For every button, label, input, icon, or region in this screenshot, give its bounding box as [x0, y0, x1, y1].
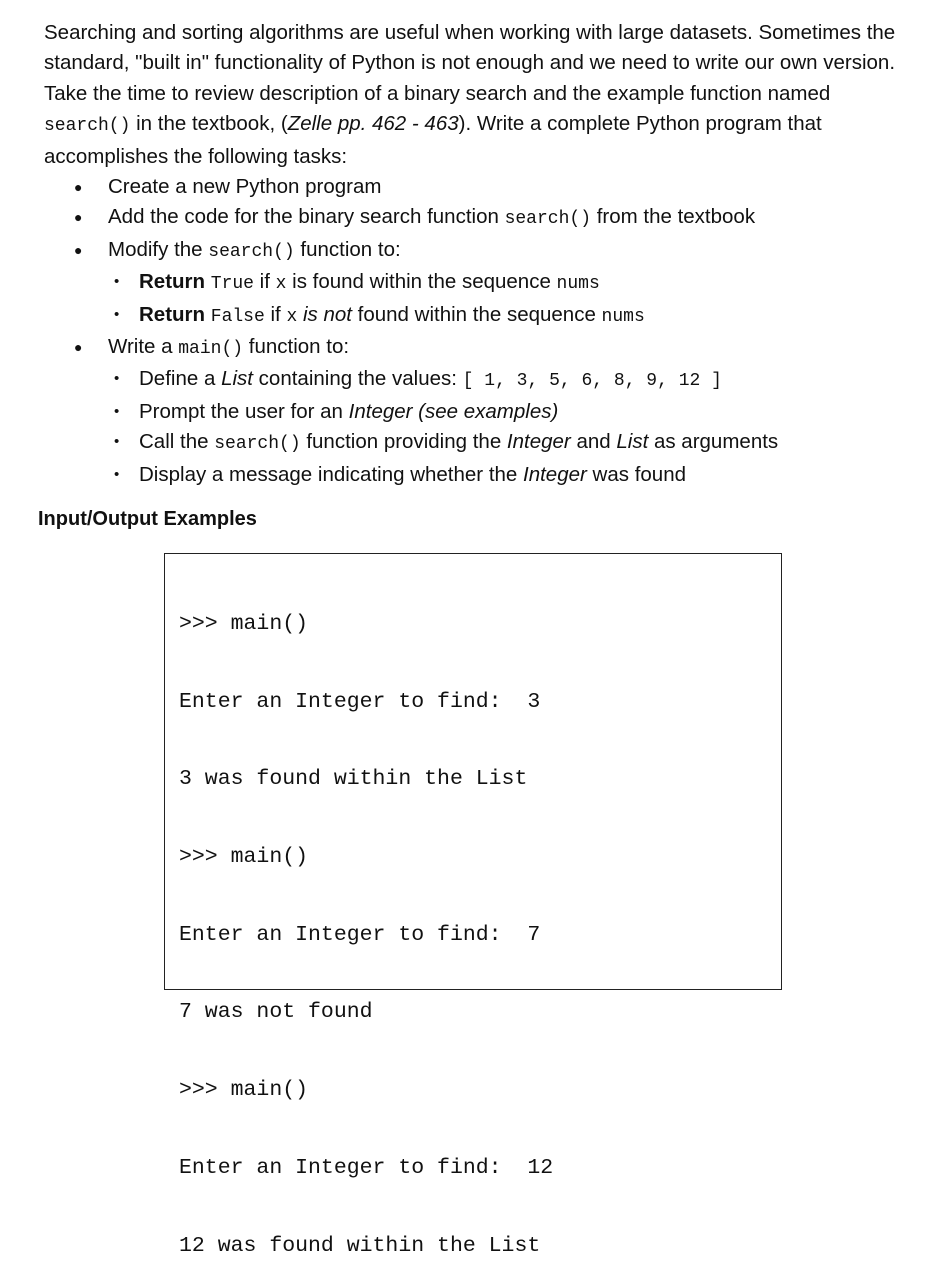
- intro-text: Searching and sorting algorithms are useful when working with large datasets. Sometimes the standard, "built in" functionality of Python is not enough and we need to write our own version. Take the time to review description of a binary search and the example function named: [44, 21, 896, 105]
- code-x: x: [286, 306, 298, 327]
- task-text: Add the code for the binary search function: [108, 205, 505, 229]
- console-line: Enter an Integer to find: 7: [179, 922, 541, 947]
- code-search: search(): [208, 241, 295, 262]
- code-true: True: [210, 274, 254, 295]
- io-examples-box: [164, 553, 782, 1258]
- code-search: search(): [214, 434, 301, 455]
- code-nums: nums: [601, 306, 645, 327]
- code-false: False: [210, 306, 265, 327]
- code-search: search(): [44, 116, 131, 137]
- console-line: 3 was found within the List: [179, 767, 528, 792]
- subtask-text: Display a message indicating whether the: [139, 462, 524, 486]
- task-item: [44, 332, 904, 490]
- subtask-list: [108, 267, 904, 332]
- subtask-text: Prompt the user for an: [139, 399, 349, 423]
- console-line: 12 was found within the List: [179, 1233, 541, 1258]
- console-line: >>> main(): [179, 844, 309, 869]
- return-label: Return: [139, 270, 206, 294]
- task-text: function to:: [294, 237, 401, 261]
- subtask-text: Call the: [139, 430, 215, 454]
- subtask-item: [108, 364, 904, 396]
- task-text: function to:: [243, 335, 350, 359]
- code-search: search(): [504, 209, 591, 230]
- task-text: from the textbook: [591, 205, 756, 229]
- subtask-text: Define a: [139, 367, 222, 391]
- task-text: Create a new Python program: [108, 175, 382, 199]
- subtask-text: is found within the sequence: [286, 270, 557, 294]
- subtask-text: found within the sequence: [351, 302, 602, 326]
- subtask-emphasis: Integer: [523, 462, 587, 486]
- subtask-text: as arguments: [648, 430, 779, 454]
- examples-heading: Input/Output Examples: [38, 508, 257, 530]
- task-text: Modify the: [108, 237, 209, 261]
- textbook-citation: Zelle pp. 462 - 463: [287, 112, 459, 136]
- subtask-list: [108, 364, 904, 490]
- subtask-text: function providing the: [300, 430, 507, 454]
- assignment-description: [44, 18, 904, 490]
- intro-text: in the textbook, (: [130, 112, 288, 136]
- subtask-emphasis: List: [221, 367, 253, 391]
- subtask-item: [108, 427, 904, 459]
- subtask-text: and: [570, 430, 617, 454]
- console-line: 7 was not found: [179, 1000, 373, 1025]
- task-list: [44, 172, 904, 490]
- intro-text: ). Write a complete Python program that accomplishes the following tasks:: [44, 112, 822, 168]
- subtask-text: if: [264, 302, 287, 326]
- code-nums: nums: [556, 274, 600, 295]
- code-main: main(): [178, 339, 244, 360]
- console-line: Enter an Integer to find: 3: [179, 689, 541, 714]
- subtask-text: if: [253, 270, 276, 294]
- code-list-values: [ 1, 3, 5, 6, 8, 9, 12 ]: [462, 371, 722, 392]
- task-item: [44, 202, 904, 234]
- console-line: Enter an Integer to find: 12: [179, 1155, 554, 1180]
- subtask-emphasis: List: [616, 430, 649, 454]
- subtask-emphasis: is not: [302, 302, 352, 326]
- subtask-item: [108, 460, 904, 490]
- code-x: x: [275, 274, 287, 295]
- subtask-item: [108, 397, 904, 427]
- console-line: >>> main(): [179, 1078, 309, 1103]
- task-item: [44, 172, 904, 202]
- subtask-item: [108, 300, 904, 332]
- task-item: [44, 235, 904, 332]
- return-label: Return: [139, 302, 206, 326]
- subtask-emphasis: Integer: [506, 430, 571, 454]
- task-text: Write a: [108, 335, 179, 359]
- console-line: >>> main(): [179, 611, 309, 636]
- intro-paragraph: [44, 18, 904, 172]
- subtask-text: containing the values:: [252, 367, 463, 391]
- subtask-text: was found: [586, 462, 686, 486]
- subtask-emphasis: Integer (see examples): [348, 399, 559, 423]
- subtask-item: [108, 267, 904, 299]
